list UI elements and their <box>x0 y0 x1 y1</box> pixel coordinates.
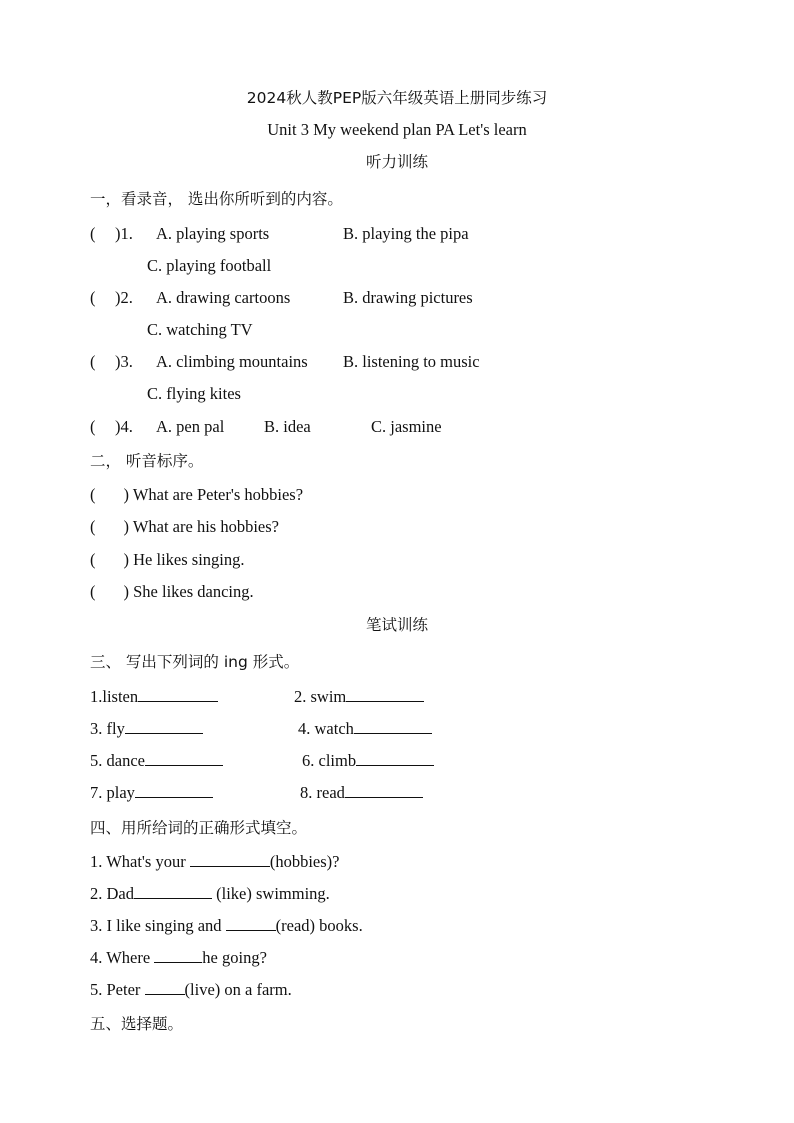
list-item: 5. dance <box>90 751 223 771</box>
list-item: ( ) What are Peter's hobbies? <box>90 485 304 504</box>
answer-bracket: ( <box>90 288 108 307</box>
answer-bracket: ( <box>90 417 108 436</box>
option-a: A. pen pal <box>156 417 225 436</box>
answer-blank[interactable] <box>134 884 212 899</box>
page-title: 2024秋人教PEP版六年级英语上册同步练习 <box>246 89 548 107</box>
option-a: A. drawing cartoons <box>156 288 291 307</box>
answer-blank[interactable] <box>356 751 434 766</box>
list-item: ( ) He likes singing. <box>90 550 245 569</box>
answer-blank[interactable] <box>145 980 185 995</box>
list-item: 1.listen <box>90 687 218 707</box>
answer-blank[interactable] <box>135 783 213 798</box>
list-item: 2. swim <box>294 687 424 707</box>
option-c: C. playing football <box>147 256 272 275</box>
list-item: 8. read <box>300 783 423 803</box>
section1-heading: 一，看录音， 选出你所听到的内容。 <box>90 190 343 208</box>
option-c: C. watching TV <box>147 320 253 339</box>
option-b: B. listening to music <box>343 352 480 371</box>
option-b: B. drawing pictures <box>343 288 473 307</box>
question-number: )2. <box>115 288 133 307</box>
list-item: 7. play <box>90 783 213 803</box>
list-item: 3. fly <box>90 719 203 739</box>
answer-blank[interactable] <box>226 916 276 931</box>
option-a: A. playing sports <box>156 224 270 243</box>
answer-blank[interactable] <box>138 687 218 702</box>
list-item: 6. climb <box>302 751 434 771</box>
answer-bracket: ( <box>90 352 108 371</box>
answer-blank[interactable] <box>345 783 423 798</box>
option-a: A. climbing mountains <box>156 352 308 371</box>
list-item: 4. Where he going? <box>90 948 267 967</box>
question-number: )1. <box>115 224 133 243</box>
question-number: )3. <box>115 352 133 371</box>
list-item: 2. Dad (like) swimming. <box>90 884 330 903</box>
option-c: C. jasmine <box>371 417 442 436</box>
list-item: ( ) What are his hobbies? <box>90 517 279 536</box>
page-subtitle: Unit 3 My weekend plan PA Let's learn <box>267 120 527 139</box>
answer-bracket: ( <box>90 224 108 243</box>
list-item: 1. What's your (hobbies)? <box>90 852 340 871</box>
option-b: B. idea <box>264 417 311 436</box>
listening-heading: 听力训练 <box>365 153 428 171</box>
option-c: C. flying kites <box>147 384 241 403</box>
answer-blank[interactable] <box>354 719 432 734</box>
list-item: 5. Peter (live) on a farm. <box>90 980 292 999</box>
question-number: )4. <box>115 417 133 436</box>
answer-blank[interactable] <box>190 852 270 867</box>
list-item: ( ) She likes dancing. <box>90 582 254 601</box>
writing-heading: 笔试训练 <box>365 616 428 634</box>
section3-heading: 三、 写出下列词的 ing 形式。 <box>90 653 300 671</box>
option-b: B. playing the pipa <box>343 224 469 243</box>
section4-heading: 四、用所给词的正确形式填空。 <box>90 819 308 837</box>
section2-heading: 二， 听音标序。 <box>90 452 204 470</box>
answer-blank[interactable] <box>125 719 203 734</box>
section5-heading: 五、选择题。 <box>90 1015 184 1033</box>
list-item: 4. watch <box>298 719 432 739</box>
answer-blank[interactable] <box>346 687 424 702</box>
answer-blank[interactable] <box>145 751 223 766</box>
list-item: 3. I like singing and (read) books. <box>90 916 363 935</box>
answer-blank[interactable] <box>154 948 202 963</box>
